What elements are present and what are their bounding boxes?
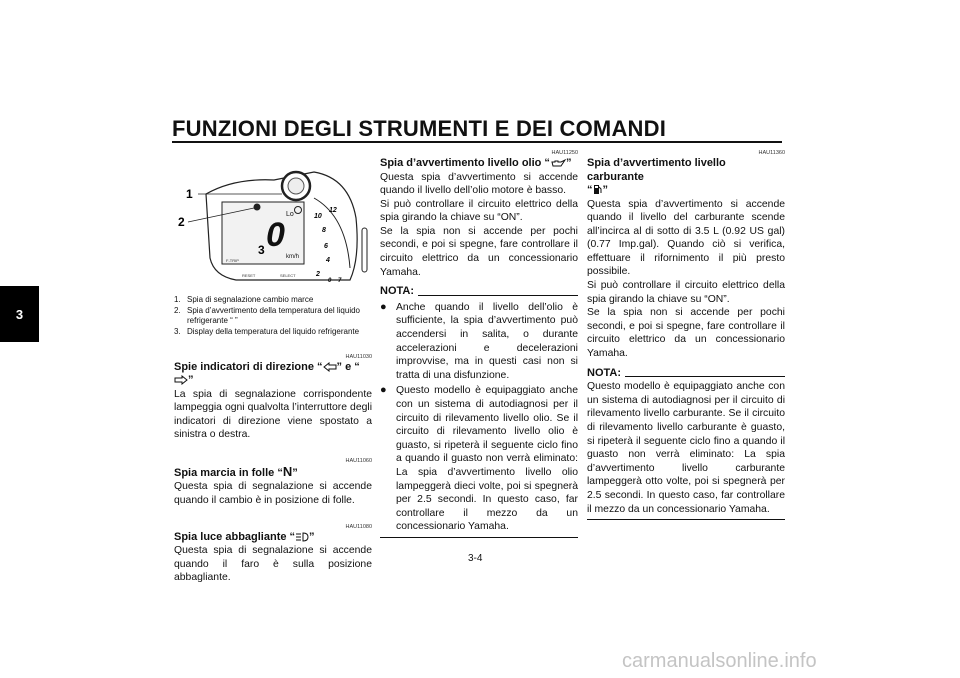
high-beam-icon xyxy=(295,532,309,542)
nota-end-rule xyxy=(587,519,785,520)
watermark: carmanualsonline.info xyxy=(622,650,817,672)
fuel-body-1: Questa spia d’avvertimento si accende quando il livello del carburante scende all’incirca al di sotto di 3.5 L (0.92 US gal) (0.77 Imp.gal). Quando ciò si verifica, effettuare il rifornimento il più presto possibile. xyxy=(587,198,785,278)
list-item: ● Anche quando il livello dell’olio è sufficiente, la spia d’avvertimento può accendersi in salita, o durante accelerazioni e decelerazioni improvvise, ma in questi casi non si tratta di una disfunzione. xyxy=(380,300,578,381)
page-number: 3-4 xyxy=(468,553,483,564)
nota-header xyxy=(587,367,785,381)
callout-2: 2 xyxy=(178,215,185,229)
caption-item: 3. Display della temperatura del liquido refrigerante xyxy=(174,326,360,336)
high-beam-heading: Spia luce abbagliante “ ” xyxy=(174,530,315,543)
reset-label: RESET xyxy=(242,273,256,278)
fuel-nota-body: Questo modello è equipaggiato anche con un sistema di autodiagnosi per il circuito di rilevamento livello carburante. Se il circuito di rilevamento livello carburante è guasto, si ripeterà il seguente ciclo fino a quando il guasto non verrà eliminato: La spia d’avvertimento livello carburante lampeggerà otto volte, poi si spegnerà per 2.5 secondi. In questo caso, far controllare il mezzo da un concessionario Yamaha. xyxy=(587,381,785,515)
tach-label-4: 4 xyxy=(326,257,330,264)
fuel-body-3: Se la spia non si accende per pochi secondi, e poi si spegne, fare controllare il circuito elettrico da un concessionario Yamaha. xyxy=(587,307,785,360)
figure-captions xyxy=(174,295,372,337)
neutral-icon: N xyxy=(282,463,293,479)
page-title: FUNZIONI DEGLI STRUMENTI E DEI COMANDI xyxy=(172,116,667,141)
tach-label-6: 6 xyxy=(324,243,328,250)
high-beam-body: Questa spia di segnalazione si accende quando il faro è sulla posizione abbagliante. xyxy=(174,545,372,584)
oil-body-2: Si può controllare il circuito elettrico della spia girando la chiave su “ON”. xyxy=(380,198,578,224)
select-label: SELECT xyxy=(280,273,296,278)
arrow-left-icon xyxy=(323,362,337,372)
callout-1: 1 xyxy=(186,187,193,201)
instrument-cluster-figure xyxy=(174,158,372,286)
tach-label-2: 2 xyxy=(316,271,320,278)
column-1 xyxy=(174,150,372,585)
arrow-right-icon xyxy=(174,375,188,385)
turn-signal-body: La spia di segnalazione corrispondente lampeggia ogni qualvolta l’interruttore degli indicatori di direzione viene spostato a sinistra o destra. xyxy=(174,388,372,441)
neutral-heading: Spia marcia in folle “N” xyxy=(174,463,298,479)
nota-label: NOTA: xyxy=(587,366,622,379)
lo-label: Lo xyxy=(286,211,294,218)
speed-unit-label: km/h xyxy=(286,254,300,260)
tach-label-10: 10 xyxy=(314,213,322,220)
tach-label-12: 12 xyxy=(329,207,337,214)
tach-label-7: 7 xyxy=(338,278,342,284)
turn-signal-heading: Spie indicatori di direzione “ ” e “” xyxy=(174,360,360,387)
oil-body-3: Se la spia non si accende per pochi secondi, e poi si spegne, fare controllare il circuito elettrico da un concessionario Yamaha. xyxy=(380,225,578,278)
callout-3: 3 xyxy=(258,243,265,257)
fuel-heading: Spia d’avvertimento livello carburante “ ” xyxy=(587,157,726,196)
oil-heading: Spia d’avvertimento livello olio “ ” xyxy=(380,157,572,169)
bullet-icon: ● xyxy=(380,300,387,313)
section-code: HAU11030 xyxy=(345,353,372,360)
nota-header xyxy=(380,285,578,299)
caption-item: 1. Spia di segnalazione cambio marce xyxy=(174,294,314,304)
list-item: ● Questo modello è equipaggiato anche con un sistema di autodiagnosi per il circuito di rilevamento livello olio. Se il circuito di rilevamento livello olio è guasto, si ripeterà il seguente ciclo fino a quando il guasto non verrà eliminato: La spia d’avvertimento livello olio lampeggerà dieci volte, poi si spegnerà per 2.5 secondi. In questo caso, far controllare il mezzo da un concessionario Yamaha. xyxy=(380,384,578,533)
chapter-tab: 3 xyxy=(0,286,39,342)
oil-can-icon xyxy=(550,158,566,168)
nota-end-rule xyxy=(380,537,578,538)
section-code: HAU11250 xyxy=(551,150,578,156)
big-digit: 0 xyxy=(266,216,285,254)
trip-label: F-TRIP xyxy=(226,258,239,263)
section-code: HAU11060 xyxy=(345,457,372,464)
column-2 xyxy=(380,150,578,538)
neutral-body: Questa spia di segnalazione si accende quando il cambio è in posizione di folle. xyxy=(174,481,372,507)
coolant-warning-icon xyxy=(254,204,261,211)
oil-body-1: Questa spia d’avvertimento si accende quando il livello dell’olio motore è basso. xyxy=(380,171,578,197)
fuel-pump-icon xyxy=(593,184,603,195)
section-code: HAU11080 xyxy=(345,523,372,530)
nota-label: NOTA: xyxy=(380,285,415,298)
column-3 xyxy=(587,150,785,520)
fuel-body-2: Si può controllare il circuito elettrico della spia girando la chiave su “ON”. xyxy=(587,280,785,305)
caption-item: 2. Spia d’avvertimento della temperatura del liquido refrigerante “ ” xyxy=(174,305,360,325)
title-rule xyxy=(172,141,782,143)
bullet-icon: ● xyxy=(380,384,387,397)
tach-label-8: 8 xyxy=(322,227,326,234)
section-code: HAU11360 xyxy=(758,150,785,156)
tach-label-0: 0 xyxy=(328,278,332,284)
